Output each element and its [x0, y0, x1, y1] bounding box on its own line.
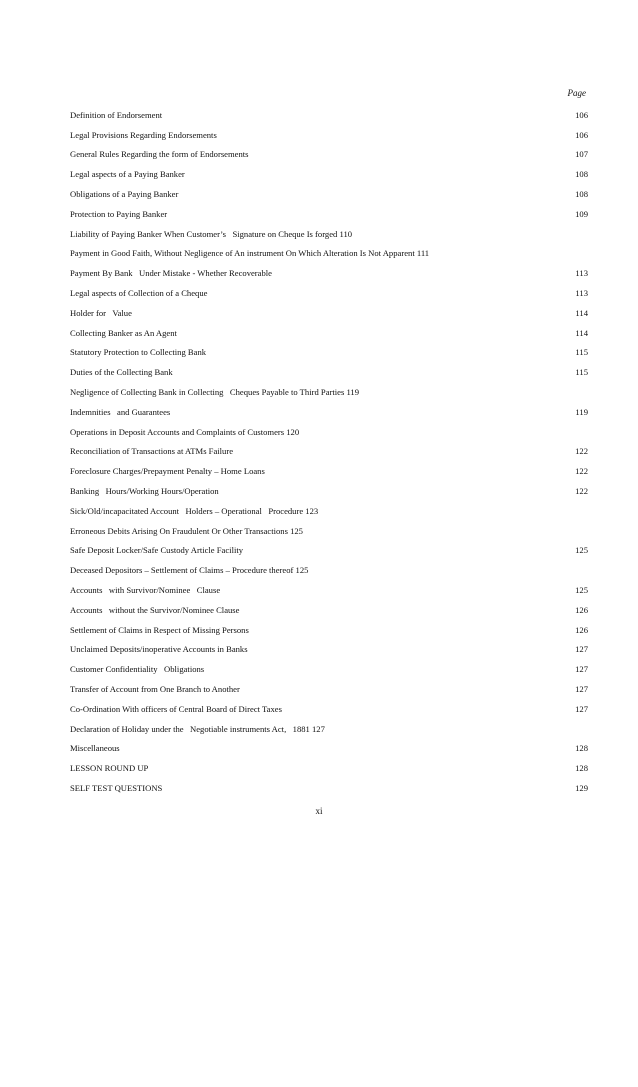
toc-entry-page: 127: [575, 684, 588, 694]
page-column-heading: Page: [567, 88, 586, 98]
toc-entry-page: 122: [575, 446, 588, 457]
toc-entry: [70, 778, 588, 798]
toc-entry: [70, 323, 588, 343]
toc-entry: [70, 679, 588, 699]
toc-entry-title: Transfer of Account from One Branch to Another: [70, 684, 240, 694]
toc-entry-title: Negligence of Collecting Bank in Collecting Cheques Payable to Third Parties 119: [70, 387, 360, 398]
toc-entry-page: 128: [575, 743, 588, 754]
toc-entry-page: 122: [575, 466, 588, 477]
toc-entry-title: Legal aspects of a Paying Banker: [70, 169, 185, 180]
toc-entry-page: 108: [575, 189, 588, 200]
toc-entry-title: Foreclosure Charges/Prepayment Penalty – Home Loans: [70, 466, 265, 477]
toc-entry-page: 126: [575, 604, 588, 615]
toc-entry: [70, 699, 588, 719]
toc-entry: [70, 600, 588, 620]
toc-entry: [70, 461, 588, 481]
toc-entry-title: Customer Confidentiality Obligations: [70, 664, 205, 675]
toc-entry-title: Declaration of Holiday under the Negotiable instruments Act, 1881 127: [70, 723, 325, 734]
toc-entry-page: 114: [575, 327, 588, 338]
toc-entry-page: 108: [575, 169, 588, 180]
toc-entry-title: Unclaimed Deposits/inoperative Accounts in Banks: [70, 644, 248, 655]
toc-entry-title: Reconciliation of Transactions at ATMs Failure: [70, 446, 234, 457]
toc-entry-title: Legal aspects of Collection of a Cheque: [70, 288, 208, 299]
toc-entry-title: Operations in Deposit Accounts and Complaints of Customers 120: [70, 426, 300, 437]
toc-entry-title: Duties of the Collecting Bank: [70, 367, 173, 378]
toc-entry-page: 119: [575, 406, 588, 417]
toc-entry: [70, 481, 588, 501]
toc-entry: [70, 362, 588, 382]
toc-entry: [70, 442, 588, 462]
toc-entry-page: 125: [575, 545, 588, 556]
toc-entry: [70, 164, 588, 184]
toc-entry-page: 106: [575, 109, 588, 120]
toc-entry-title: Banking Hours/Working Hours/Operation: [70, 486, 219, 497]
toc-entry: [70, 719, 588, 739]
toc-entry-title: Liability of Paying Banker When Customer’s Signature on Cheque Is forged 110: [70, 228, 353, 239]
toc-entry-page: 113: [575, 288, 588, 299]
toc-entry: [70, 402, 588, 422]
toc-entry-page: 127: [575, 703, 588, 714]
toc-entry: [70, 620, 588, 640]
toc-entry-title: General Rules Regarding the form of Endorsements: [70, 149, 249, 160]
toc-entry-title: Sick/Old/incapacitated Account Holders – Operational Procedure 123: [70, 505, 319, 516]
toc-entry-page: 127: [575, 664, 588, 675]
toc-entry: [70, 125, 588, 145]
toc-entry-page: 107: [575, 149, 588, 160]
toc-entry-page: 126: [575, 624, 588, 635]
toc-entry-title: Payment in Good Faith, Without Negligence of An instrument On Which Alteration Is Not Apparent 111: [70, 248, 430, 259]
toc-entry: [70, 283, 588, 303]
toc-entry: [70, 184, 588, 204]
toc-entry-page: 113: [575, 268, 588, 279]
toc-entry: [70, 382, 588, 402]
toc-entry: [70, 422, 588, 442]
toc-entry-title: Co-Ordination With officers of Central Board of Direct Taxes: [70, 703, 282, 714]
toc-entry-page: 114: [575, 307, 588, 318]
toc-entry-title: Accounts without the Survivor/Nominee Clause: [70, 604, 240, 615]
toc-entry: [70, 758, 588, 778]
toc-entry: [70, 224, 588, 244]
toc-entry: [70, 580, 588, 600]
toc-entry-title: Accounts with Survivor/Nominee Clause: [70, 585, 221, 596]
toc-entry: [70, 244, 588, 264]
toc-entry: [70, 739, 588, 759]
toc-entry-title: Collecting Banker as An Agent: [70, 327, 177, 338]
toc-entry-title: Holder for Value: [70, 307, 132, 318]
page-number: xi: [315, 806, 323, 816]
toc-entry-title: Miscellaneous: [70, 743, 120, 754]
toc-entry-title: Deceased Depositors – Settlement of Claims – Procedure thereof 125: [70, 565, 309, 576]
toc-entry-page: 106: [575, 129, 588, 140]
toc-entry-title: Definition of Endorsement: [70, 109, 163, 120]
toc-entry-title: SELF TEST QUESTIONS: [70, 782, 163, 793]
toc-entry: [70, 501, 588, 521]
toc-entry-page: 115: [575, 367, 588, 378]
toc-entry-page: 115: [575, 347, 588, 358]
toc-entry-title: Payment By Bank Under Mistake - Whether Recoverable: [70, 268, 272, 279]
toc-entry-title: Statutory Protection to Collecting Bank: [70, 347, 207, 358]
toc-entry: [70, 521, 588, 541]
toc-entry-title: Erroneous Debits Arising On Fraudulent Or Other Transactions 125: [70, 525, 303, 536]
toc-entry-page: 127: [575, 644, 588, 655]
toc-entry-title: Obligations of a Paying Banker: [70, 189, 179, 200]
toc-entry-title: Safe Deposit Locker/Safe Custody Article Facility: [70, 545, 244, 556]
toc-entry-page: 109: [575, 208, 588, 219]
toc-entry: [70, 263, 588, 283]
toc-entry-page: 122: [575, 486, 588, 497]
toc-entry: [70, 204, 588, 224]
toc-entry-title: LESSON ROUND UP: [70, 763, 149, 774]
table-of-contents: [70, 105, 588, 798]
toc-entry-page: 129: [575, 782, 588, 793]
toc-entry: [70, 105, 588, 125]
toc-entry: [70, 145, 588, 165]
toc-entry: [70, 541, 588, 561]
toc-entry: [70, 560, 588, 580]
toc-entry-title: Indemnities and Guarantees: [70, 406, 171, 417]
toc-entry-page: 128: [575, 763, 588, 774]
toc-entry-title: Protection to Paying Banker: [70, 208, 168, 219]
toc-entry-page: 125: [575, 585, 588, 596]
toc-entry: [70, 303, 588, 323]
toc-entry: [70, 659, 588, 679]
toc-entry-title: Settlement of Claims in Respect of Missing Persons: [70, 624, 249, 635]
toc-entry-title: Legal Provisions Regarding Endorsements: [70, 129, 217, 140]
toc-entry: [70, 343, 588, 363]
toc-entry: [70, 640, 588, 660]
